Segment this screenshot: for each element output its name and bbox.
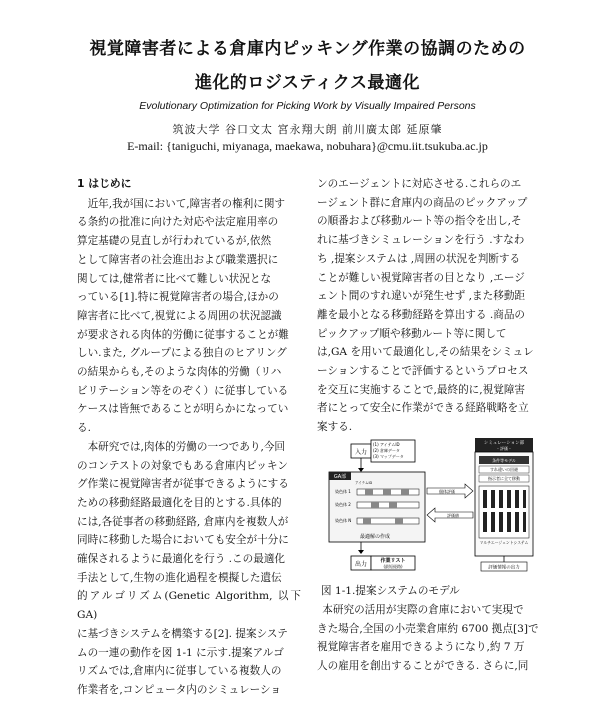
text-line: 的アルゴリズム(Genetic Algorithm, 以下 GA) (77, 590, 301, 622)
text-line: 人の雇用を創出することができる. さらに,同 (317, 660, 529, 673)
text-line: には,各従事者の移動経路, 倉庫内を複数人が (77, 515, 289, 528)
paper-title-line1: 視覚障害者による倉庫内ピッキング作業の協調のための (89, 39, 526, 59)
text-line: 障害者に比べて,視覚による周囲の状況認識 (77, 309, 282, 322)
sim-subtitle: - 評価 - (497, 446, 511, 451)
text-line: ーションすることで評価するというプロセス (317, 365, 529, 378)
text-line: 案する. (317, 421, 353, 434)
text-line: の順番および移動ルート等の指令を出し,そ (317, 215, 522, 228)
sim-row-3: 指示者に全て移動 (488, 476, 520, 481)
text-line: が要求される肉体的労働に従事することが難 (77, 328, 289, 341)
text-line: きた場合,全国の小売業倉庫約 6700 拠点[3]で (317, 622, 539, 635)
text-line: グ作業に視覚障害者が従事できるようにする (77, 478, 289, 491)
text-line: の結果からも,そのような肉体的労働（リハ (77, 366, 282, 379)
email-line: E-mail: {taniguchi, miyanaga, maekawa, nobuhara}@cmu.iit.tsukuba.ac.jp (127, 139, 488, 153)
text-line: 離を最小となる移動経路を算出する .商品の (317, 308, 526, 321)
text-line: ケースは皆無であることが明らかになってい (77, 403, 289, 416)
individual-1: 染色体 1 (335, 489, 351, 494)
text-line: しい.また, グループによる独自のヒアリング (77, 347, 287, 360)
figure-svg (325, 436, 537, 574)
text-line: 近年,我が国において,障害者の権利に関す (87, 197, 286, 210)
ga-label: GA部 (333, 474, 347, 480)
text-line: ムの一連の動作を図 1-1 に示す.提案アルゴ (77, 646, 284, 659)
text-line: を交互に実施することで,最終的に,視覚障害 (317, 383, 526, 396)
fitness-arrow-label: 評価値 (447, 513, 459, 518)
text-line: 手法として,生物の進化過程を模擬した遺伝 (77, 571, 282, 584)
output-sub: (最短経路) (383, 564, 403, 569)
text-line: 作業者を,コンピュータ内のシミュレーショ (77, 683, 282, 696)
left-column (77, 175, 301, 700)
individual-2: 染色体 2 (335, 502, 351, 507)
sim-row-2: すれ違いの回避 (490, 467, 518, 472)
chromosome-bars (357, 489, 419, 524)
text-line: リズムでは,倉庫内に従事している複数人の (77, 665, 282, 678)
eval-arrow-label: 個体評価 (439, 489, 455, 494)
text-line: っている[1].特に視覚障害者の場合,ほかの (77, 291, 279, 304)
text-line: 視覚障害者を雇用できるようになり,約 7 万 (317, 641, 525, 654)
text-line: ビリテーション等をのぞく）に従事している (77, 384, 289, 397)
text-line: ンのエージェントに対応させる.これらのエ (317, 178, 522, 190)
paragraph-2 (77, 438, 301, 700)
input-item-3: (3) マップデータ (373, 454, 404, 459)
output-value: 作業リスト (380, 558, 406, 564)
input-item-2: (2) 倉庫データ (373, 448, 400, 453)
right-column (317, 175, 539, 437)
text-line: 者にとって安全に作業ができる経路戦略を立 (317, 402, 529, 415)
item-id-note: アイテムID (355, 481, 373, 485)
text-line: ェント間のすれ違いが発生せず ,また移動距 (317, 290, 526, 303)
sim-title: シミュレーション部 (483, 441, 525, 446)
text-line: は,GA を用いて最適化し,その結果をシミュレ (317, 346, 534, 359)
text-line: に基づきシステムを構築する[2]. 提案システ (77, 627, 288, 640)
output-label: 出力 (354, 561, 368, 568)
arrowhead-icon (358, 550, 364, 554)
text-line: ことが難しい視覚障害者の目となり ,エージ (317, 271, 525, 284)
english-title: Evolutionary Optimization for Picking Work by Visually Impaired Persons (139, 100, 476, 112)
figure-caption: 図 1-1.提案システムのモデル (321, 585, 460, 597)
text-line: 算定基礎の見直しが行われているが,依然 (77, 235, 272, 248)
text-line: のコンテストの対象でもある倉庫内ピッキン (77, 459, 288, 472)
text-line: 確保されるように最適化を行う .この最適化 (77, 553, 286, 566)
arrowhead-icon (358, 468, 364, 472)
text-line: ち ,提案システムは ,周囲の状況を判断する (317, 252, 521, 265)
text-line: 関しては,健常者に比べて難しい状況とな (77, 272, 272, 285)
section-heading: 1 はじめに (77, 177, 132, 190)
text-line: る条約の批准に向けた対応や法定雇用率の (77, 216, 279, 229)
authors: 筑波大学 谷口文太 宮永翔大朗 前川廣太郎 延原肇 (172, 123, 443, 136)
text-line: 同時に移動した場合においても安全が十分に (77, 534, 289, 547)
sim-output: 評価情報の出力 (488, 565, 520, 571)
input-item-1: (1) アイテムID (373, 442, 400, 447)
individual-n: 染色体 N (335, 518, 352, 523)
paragraph-4 (317, 601, 539, 676)
warehouse-map-icon (479, 486, 529, 538)
text-line: ための移動経路最適化を目的とする.具体的 (77, 496, 282, 509)
paragraph-1 (77, 195, 301, 438)
text-line: 本研究の活用が実際の倉庫において実現で (322, 604, 524, 616)
text-line: として障害者の社会進出および職業選択に (77, 253, 279, 266)
input-label: 入力 (354, 449, 368, 456)
text-line: ピックアップ順や移動ルート等に関して (317, 327, 507, 340)
paper-title-line2: 進化的ロジスティクス最適化 (194, 73, 421, 93)
text-line: れに基づきシミュレーションを行う .すなわ (317, 234, 525, 247)
optimal-label: 最適解の作成 (359, 534, 391, 540)
multi-agent-label: マルチエージェントシステム (479, 540, 529, 545)
text-line: 本研究では,肉体的労働の一つであり,今回 (87, 440, 286, 453)
system-model-figure (325, 436, 537, 574)
sim-row-1: 条件等モデル (492, 458, 516, 463)
text-line: ージェント群に倉庫内の商品のピックアップ (317, 196, 528, 209)
paragraph-4-text (317, 601, 539, 676)
text-line: る. (77, 422, 91, 435)
paragraph-3 (317, 175, 539, 437)
